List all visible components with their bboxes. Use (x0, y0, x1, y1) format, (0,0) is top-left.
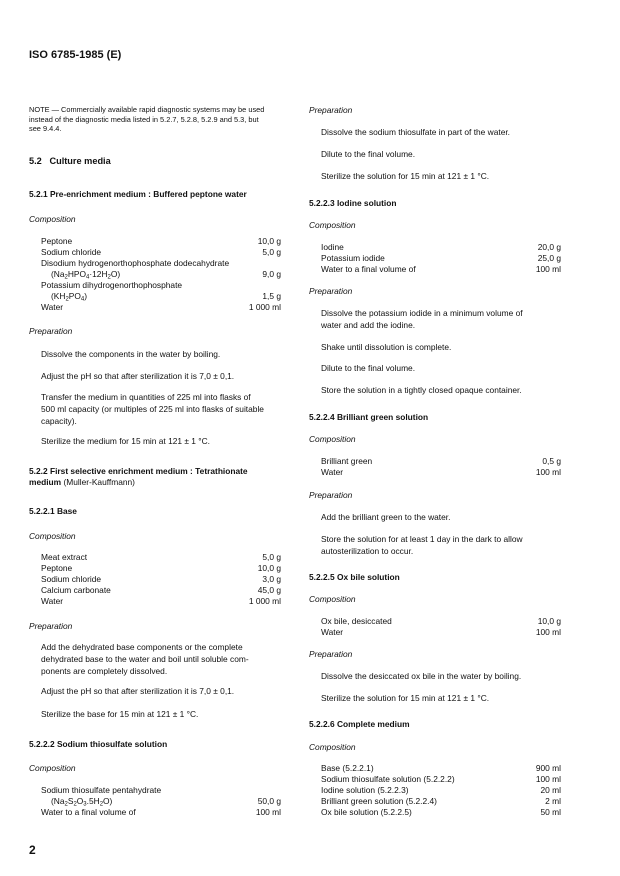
paragraph: Dilute to the final volume. (321, 149, 416, 159)
list-item: Peptone 10,0 g (41, 563, 281, 573)
list-item: Sodium chloride 5,0 g (41, 247, 281, 257)
list-item: Water to a final volume of 100 ml (41, 807, 281, 817)
list-item: Potassium iodide 25,0 g (321, 253, 561, 263)
composition-label: Composition (29, 763, 76, 773)
list-item: Ox bile, desiccated 10,0 g (321, 616, 561, 626)
paragraph: Add the dehydrated base components or the complete dehydrated base to the water and boil until soluble com- ponents are completely dissolved. (41, 642, 249, 676)
paragraph: Dissolve the components in the water by boiling. (41, 349, 221, 359)
composition-label: Composition (309, 594, 356, 604)
preparation-label: Preparation (309, 105, 353, 115)
paragraph: Shake until dissolution is complete. (321, 342, 452, 352)
list-item: Iodine solution (5.2.2.3) 20 ml (321, 785, 561, 795)
list-item: Water 1 000 ml (41, 596, 281, 606)
paragraph: Adjust the pH so that after sterilization it is 7,0 ± 0,1. (41, 371, 235, 381)
composition-label: Composition (309, 434, 356, 444)
composition-label: Composition (29, 531, 76, 541)
paragraph: Store the solution for at least 1 day in the dark to allow autosterilization to occur. (321, 534, 523, 556)
list-item: Water to a final volume of 100 ml (321, 264, 561, 274)
list-item: $(Na_2S_2O_3.5H_2O)$ 50,0 g (51, 796, 281, 808)
paragraph: Adjust the pH so that after sterilization it is 7,0 ± 0,1. (41, 686, 235, 696)
section-5-2-2-heading: 5.2.2 First selective enrichment medium : Tetrathionate medium (Muller-Kauffmann) (29, 466, 248, 487)
document-header: ISO 6785-1985 (E) (29, 49, 122, 61)
paragraph: Sterilize the medium for 15 min at 121 ± 1 °C. (41, 436, 211, 446)
paragraph: Dilute to the final volume. (321, 363, 416, 373)
list-item: Ox bile solution (5.2.2.5) 50 ml (321, 807, 561, 817)
list-item: Water 100 ml (321, 467, 561, 477)
section-5-2-2-6-heading: 5.2.2.6 Complete medium (309, 719, 410, 729)
paragraph: Sterilize the base for 15 min at 121 ± 1 °C. (41, 709, 199, 719)
list-item: Water 1 000 ml (41, 302, 281, 312)
list-item: Brilliant green 0,5 g (321, 456, 561, 466)
composition-label: Composition (309, 220, 356, 230)
composition-label: Composition (309, 742, 356, 752)
preparation-label: Preparation (309, 286, 353, 296)
section-5-2-2-4-heading: 5.2.2.4 Brilliant green solution (309, 412, 429, 422)
list-item: $(Na_2HPO_4\cdot 12H_2O)$ 9,0 g (51, 269, 281, 281)
list-item: Potassium dihydrogenorthophosphate (41, 280, 183, 290)
list-item: Sodium thiosulfate pentahydrate (41, 785, 162, 795)
composition-label: Composition (29, 214, 76, 224)
note: NOTE — Commercially available rapid diagnostic systems may be used instead of the diagnostic media listed in 5.2.7, 5.2.8, 5.2.9 and 5.3, but see 9.4.4. (29, 105, 265, 134)
list-item: $(KH_2PO_4)$ 1,5 g (51, 291, 281, 303)
list-item: Base (5.2.2.1) 900 ml (321, 763, 561, 773)
preparation-label: Preparation (29, 326, 73, 336)
section-5-2-heading: 5.2 Culture media (29, 156, 111, 166)
list-item: Water 100 ml (321, 627, 561, 637)
paragraph: Dissolve the sodium thiosulfate in part of the water. (321, 127, 511, 137)
list-item: Meat extract 5,0 g (41, 552, 281, 562)
list-item: Disodium hydrogenorthophosphate dodecahydrate (41, 258, 230, 268)
paragraph: Sterilize the solution for 15 min at 121 ± 1 °C. (321, 171, 490, 181)
section-5-2-2-5-heading: 5.2.2.5 Ox bile solution (309, 572, 400, 582)
section-5-2-2-3-heading: 5.2.2.3 Iodine solution (309, 198, 397, 208)
list-item: Sodium thiosulfate solution (5.2.2.2) 100 ml (321, 774, 561, 784)
preparation-label: Preparation (29, 621, 73, 631)
paragraph: Dissolve the desiccated ox bile in the water by boiling. (321, 671, 522, 681)
preparation-label: Preparation (309, 649, 353, 659)
list-item: Brilliant green solution (5.2.2.4) 2 ml (321, 796, 561, 806)
paragraph: Add the brilliant green to the water. (321, 512, 451, 522)
page-number: 2 (29, 843, 36, 857)
paragraph: Transfer the medium in quantities of 225 ml into flasks of 500 ml capacity (or multiples of 225 ml into flasks of suitable capacity). (41, 392, 264, 426)
preparation-label: Preparation (309, 490, 353, 500)
list-item: Sodium chloride 3,0 g (41, 574, 281, 584)
paragraph: Sterilize the solution for 15 min at 121 ± 1 °C. (321, 693, 490, 703)
list-item: Peptone 10,0 g (41, 236, 281, 246)
section-5-2-2-2-heading: 5.2.2.2 Sodium thiosulfate solution (29, 739, 168, 749)
list-item: Iodine 20,0 g (321, 242, 561, 252)
list-item: Calcium carbonate 45,0 g (41, 585, 281, 595)
paragraph: Dissolve the potassium iodide in a minimum volume of water and add the iodine. (321, 308, 523, 330)
section-5-2-2-1-heading: 5.2.2.1 Base (29, 506, 77, 516)
paragraph: Store the solution in a tightly closed opaque container. (321, 385, 522, 395)
section-5-2-1-heading: 5.2.1 Pre-enrichment medium : Buffered peptone water (29, 189, 247, 199)
